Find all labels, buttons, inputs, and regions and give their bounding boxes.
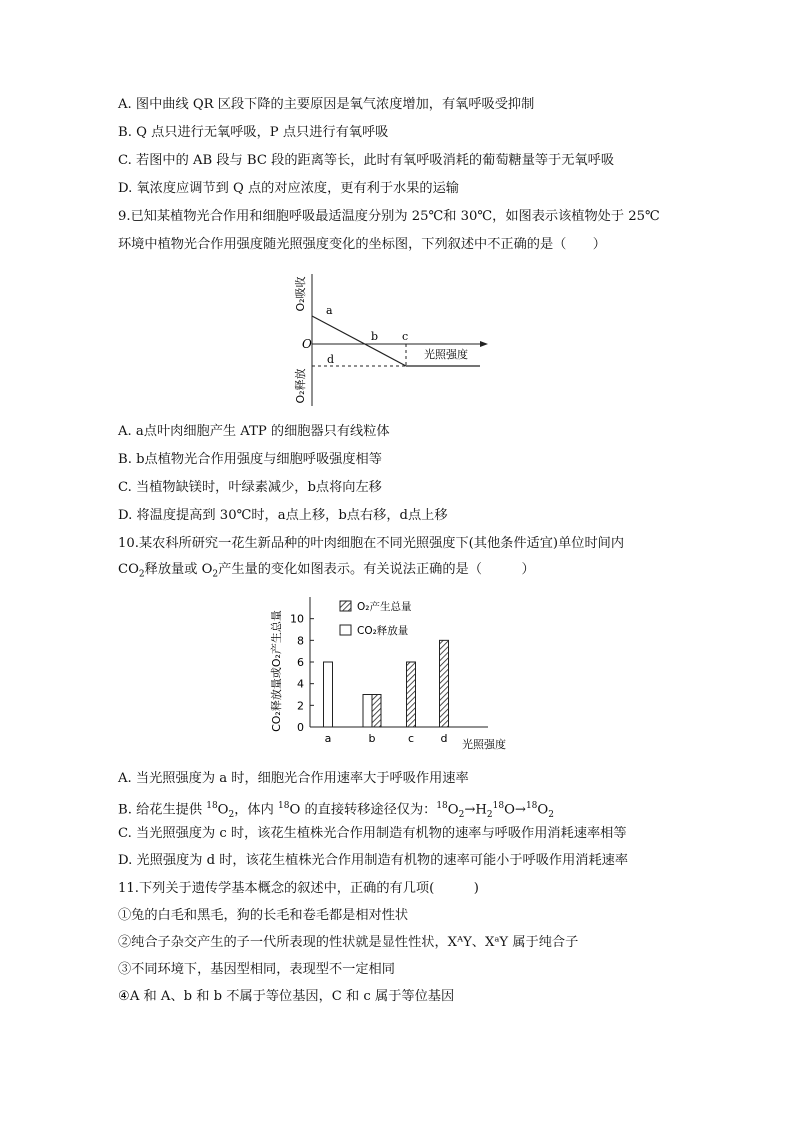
q9-point-d: d bbox=[327, 353, 335, 366]
q10-chart bbox=[266, 585, 526, 760]
q8-option-d: D. 氧浓度应调节到 Q 点的对应浓度，更有利于水果的运输 bbox=[118, 181, 459, 196]
legend-label-co2: CO₂释放量 bbox=[357, 625, 409, 637]
q9-point-c: c bbox=[402, 330, 409, 343]
q9-option-b: B. b点植物光合作用强度与细胞呼吸强度相等 bbox=[118, 452, 382, 467]
bar-o2-d bbox=[440, 640, 449, 727]
chart-x-tick-label: d bbox=[440, 732, 448, 745]
bar-o2-c bbox=[407, 662, 416, 727]
legend-swatch-o2 bbox=[340, 601, 351, 611]
q9-option-a: A. a点叶肉细胞产生 ATP 的细胞器只有线粒体 bbox=[118, 424, 390, 439]
q11-item-2: ②纯合子杂交产生的子一代所表现的性状就是显性性状，XᴬY、XᵃY 属于纯合子 bbox=[118, 935, 579, 950]
chart-y-tick-label: 0 bbox=[297, 721, 304, 734]
q9-origin-label: O bbox=[302, 337, 312, 351]
bar-co2-b bbox=[363, 695, 372, 728]
q10-option-b: B. 给花生提供 $^{18}O_2$，体内 $^{18}$O 的直接转移途径仅为：$^{18}O_2\to H_2^{18}O\to^{18}O_2$ bbox=[118, 801, 554, 821]
q9-stem-line2: 环境中植物光合作用强度随光照强度变化的坐标图，下列叙述中不正确的是（ ） bbox=[118, 237, 606, 252]
chart-y-tick-label: 8 bbox=[297, 634, 304, 648]
chart-y-label: CO₂释放量或O₂产生总量 bbox=[270, 610, 283, 732]
q10-option-a: A. 当光照强度为 a 时，细胞光合作用速率大于呼吸作用速率 bbox=[118, 771, 469, 786]
chart-legend bbox=[340, 600, 411, 637]
q11-item-3: ③不同环境下，基因型相同，表现型不一定相同 bbox=[118, 962, 395, 977]
q9-figure bbox=[290, 266, 500, 416]
bar-o2-b bbox=[372, 695, 381, 728]
q8-option-c: C. 若图中的 AB 段与 BC 段的距离等长，此时有氧呼吸消耗的葡萄糖量等于无氧呼吸 bbox=[118, 153, 615, 168]
chart-y-tick-label: 4 bbox=[297, 677, 304, 691]
q11-item-4: ④A 和 A、b 和 b 不属于等位基因，C 和 c 属于等位基因 bbox=[118, 989, 455, 1004]
q8-option-b: B. Q 点只进行无氧呼吸，P 点只进行有氧呼吸 bbox=[118, 125, 389, 140]
q9-x-label: 光照强度 bbox=[424, 348, 468, 361]
chart-y-tick-label: 2 bbox=[297, 699, 304, 713]
q9-point-a: a bbox=[326, 304, 333, 317]
q11-item-1: ①兔的白毛和黑毛，狗的长毛和卷毛都是相对性状 bbox=[118, 908, 409, 923]
chart-x-tick-label: c bbox=[407, 732, 415, 745]
q8-option-a: A. 图中曲线 QR 区段下降的主要原因是氧气浓度增加，有氧呼吸受抑制 bbox=[118, 97, 535, 112]
chart-y-tick-label: 6 bbox=[297, 656, 304, 669]
chart-x-label: 光照强度 bbox=[462, 738, 506, 751]
q9-y-bottom-label: O₂释放 bbox=[294, 368, 307, 404]
legend-label-o2: O₂产生总量 bbox=[357, 601, 412, 613]
q10-option-d: D. 光照强度为 d 时，该花生植株光合作用制造有机物的速率可能小于呼吸作用消耗速率 bbox=[118, 853, 629, 868]
chart-x-tick-label: b bbox=[368, 732, 376, 745]
q9-option-c: C. 当植物缺镁时，叶绿素减少，b点将向左移 bbox=[118, 480, 382, 495]
q9-stem-line1: 9.已知某植物光合作用和细胞呼吸最适温度分别为 25℃和 30℃，如图表示该植物处于 25℃ bbox=[118, 209, 660, 224]
legend-swatch-co2 bbox=[340, 625, 351, 635]
bar-co2-a bbox=[324, 662, 333, 727]
chart-x-tick-label: a bbox=[324, 732, 332, 745]
q9-option-d: D. 将温度提高到 30℃时，a点上移，b点右移，d点上移 bbox=[118, 508, 448, 523]
chart-y-tick-label: 10 bbox=[290, 612, 304, 626]
q10-stem-line2: $CO_2$释放量或 $O_2$产生量的变化如图表示。有关说法正确的是（ ） bbox=[118, 562, 535, 580]
q9-y-top-label: O₂吸收 bbox=[294, 276, 307, 312]
q10-option-c: C. 当光照强度为 c 时，该花生植株光合作用制造有机物的速率与呼吸作用消耗速率相等 bbox=[118, 826, 627, 841]
q9-point-b: b bbox=[371, 330, 379, 343]
q10-stem-line1: 10.某农科所研究一花生新品种的叶肉细胞在不同光照强度下(其他条件适宜)单位时间内 bbox=[118, 536, 625, 551]
q11-stem: 11.下列关于遗传学基本概念的叙述中，正确的有几项( ) bbox=[118, 881, 479, 896]
